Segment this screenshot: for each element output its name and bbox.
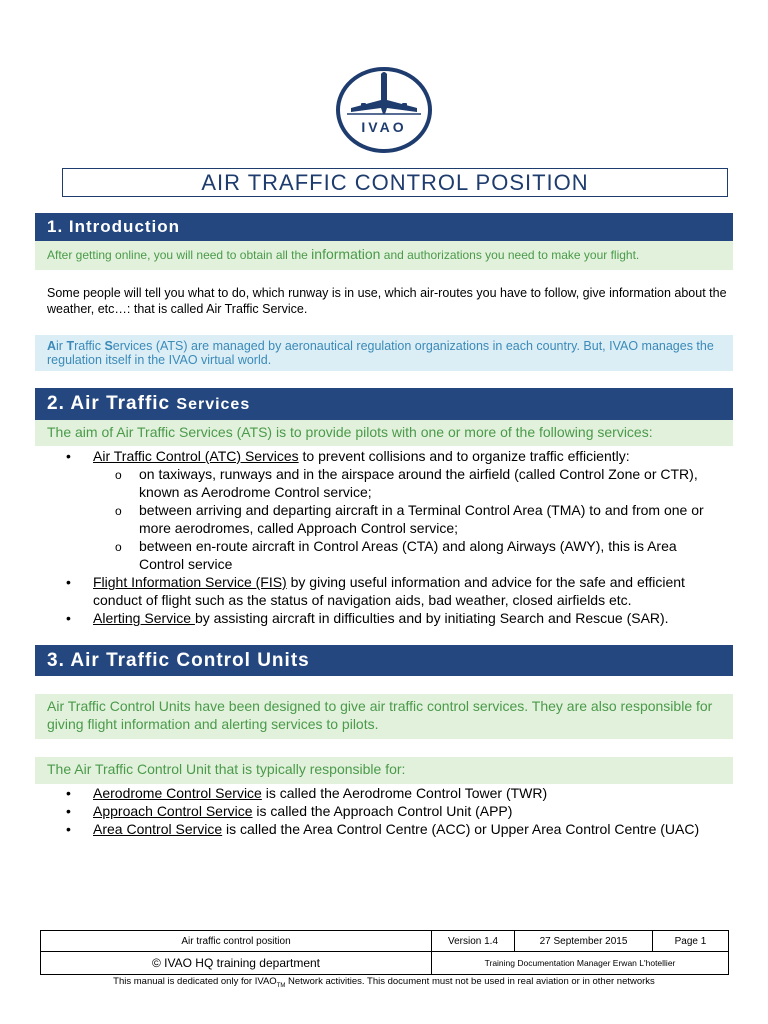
alerting-service-link: Alerting Service (93, 610, 195, 626)
area-control-text: is called the Area Control Centre (ACC) or Upper Area Control Centre (UAC) (222, 821, 700, 837)
intro-text-pre: After getting online, you will need to obtain all the (47, 248, 312, 262)
section-2-heading-main: 2. Air Traffic (47, 393, 177, 414)
fis-link: Flight Information Service (FIS) (93, 574, 287, 590)
atc-unit-responsible-callout: The Air Traffic Control Unit that is typically responsible for: (35, 757, 733, 784)
footer-table (40, 930, 729, 975)
dedication-text-post: Network activities. This document must not be used in real aviation or in other networks (285, 976, 655, 987)
footer-page: Page 1 (653, 931, 729, 952)
footer-date: 27 September 2015 (515, 931, 653, 952)
atc-sub-list (93, 465, 718, 573)
aerodrome-control-text: is called the Aerodrome Control Tower (TWR) (261, 785, 548, 801)
ivao-logo (335, 66, 433, 154)
atc-units-callout: Air Traffic Control Units have been designed to give air traffic control services. They are also responsible for giving flight information and alerting services to pilots. (35, 694, 733, 739)
approach-control-text: is called the Approach Control Unit (APP) (252, 803, 513, 819)
list-item (58, 802, 718, 820)
list-item: o between en-route aircraft in Control Areas (CTA) and along Airways (AWY), this is Area Control service (93, 537, 718, 573)
section-2-heading-small: Services (176, 396, 251, 413)
dedication-text-pre: This manual is dedicated only for IVAO (113, 976, 277, 987)
section-1-heading: 1. Introduction (35, 213, 733, 241)
footer-manager: Training Documentation Manager Erwan L'hotellier (432, 952, 729, 975)
aerodrome-control-link: Aerodrome Control Service (93, 785, 262, 801)
list-item (58, 573, 718, 609)
intro-text-post: and authorizations you need to make your flight. (380, 248, 640, 262)
footer-department: © IVAO HQ training department (41, 952, 432, 975)
atc-services-text: to prevent collisions and to organize traffic efficiently: (298, 448, 630, 464)
document-title: AIR TRAFFIC CONTROL POSITION (62, 168, 728, 197)
ats-letter-t: T (66, 339, 75, 353)
intro-text-emph: information (311, 246, 381, 262)
section-2-heading (35, 388, 733, 420)
alerting-service-text: by assisting aircraft in difficulties and by initiating Search and Rescue (SAR). (194, 610, 669, 626)
atc-services-link: Air Traffic Control (ATC) Services (93, 448, 299, 464)
footer-dedication (0, 976, 768, 989)
logo-text: IVAO (361, 119, 407, 135)
ats-word-air: ir (56, 339, 67, 353)
trademark-mark: TM (276, 982, 286, 989)
ats-letter-s: S (104, 339, 113, 353)
area-control-link: Area Control Service (93, 821, 223, 837)
ats-text: ervices (ATS) are managed by aeronautical regulation organizations in each country. But, IVAO manages the regulation itself in the IVAO virtual world. (47, 339, 714, 367)
list-item (58, 820, 718, 838)
ats-callout (35, 335, 733, 371)
section-3-heading: 3. Air Traffic Control Units (35, 645, 733, 676)
ats-services-list (58, 447, 718, 627)
list-item (58, 784, 718, 802)
ats-letter-a: A (47, 339, 57, 353)
intro-callout (35, 241, 733, 270)
list-item: o on taxiways, runways and in the airspace around the airfield (called Control Zone or CTR), known as Aerodrome Control service; (93, 465, 718, 501)
footer-doc-title: Air traffic control position (41, 931, 432, 952)
intro-paragraph: Some people will tell you what to do, which runway is in use, which air-routes you have to follow, give information about the weather, etc…: that is called Air Traffic Service. (47, 286, 727, 316)
ats-aim-callout: The aim of Air Traffic Services (ATS) is to provide pilots with one or more of the following services: (35, 420, 733, 446)
list-item: o between arriving and departing aircraft in a Terminal Control Area (TMA) to and from one or more aerodromes, called Approach Control service; (93, 501, 718, 537)
footer-version: Version 1.4 (432, 931, 515, 952)
approach-control-link: Approach Control Service (93, 803, 253, 819)
ats-word-traffic: raffic (74, 339, 105, 353)
atc-units-list (58, 784, 718, 838)
list-item (58, 609, 718, 627)
list-item (58, 447, 718, 573)
fis-text: by giving useful information and advice for the safe and efficient conduct of flight such as the status of navigation aids, bad weather, closed airfields etc. (93, 574, 685, 608)
